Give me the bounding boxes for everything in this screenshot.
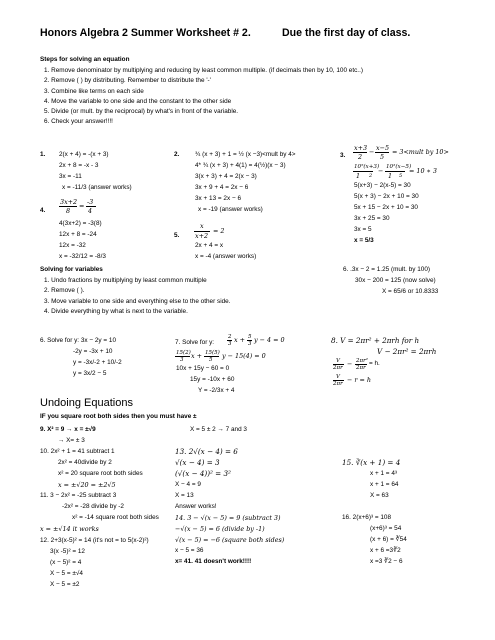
problem-7-line: Y = -2/3x + 4: [198, 387, 235, 394]
problem-2-line: 4* ¾ (x + 3) + 4(1) = 4(½)(x − 3): [195, 162, 286, 169]
fraction-numerator: x+3: [354, 144, 368, 152]
fraction-denominator: 1: [388, 172, 393, 180]
list-item: 3. Combine like terms on each side: [44, 87, 144, 95]
problem-14-line: √(x − 5) = −6 (square both sides): [175, 536, 285, 544]
fraction-denominator: 8: [66, 207, 71, 215]
fraction-denominator: 3: [180, 357, 184, 363]
problem-12-line: 3(x -5)² = 12: [50, 548, 85, 555]
fraction-numerator: 15(2): [176, 350, 191, 356]
problem-13-line: (√(x − 4))² = 3²: [175, 469, 231, 478]
problem-15-line: x + 1 = 4³: [370, 470, 397, 477]
problem-3-line: 3x = 5: [354, 226, 372, 233]
fraction-numerator: 10²(x−5): [386, 164, 412, 170]
problem-16-line: (x + 6) = ∛54: [370, 536, 407, 543]
problem-2-line: 3x + 13 = 2x − 6: [195, 195, 242, 202]
problem-13-line: √(x − 4) = 3: [175, 458, 220, 467]
list-item: 6. Check your answer!!!!: [44, 118, 113, 126]
fraction-numerator: V: [336, 358, 340, 364]
problem-14-line: x= 41. 41 doesn't work!!!!: [175, 558, 252, 565]
problem-14-line: 14. 3 − √(x − 5) = 9 (subtract 3): [175, 514, 281, 522]
problem-12-line: 12. 2+3(x-5)² = 14 (it's not = to 5(x-2)²): [40, 537, 149, 544]
problem-5-line: 2x + 4 = x: [195, 242, 224, 249]
problem-2-line: x = -19 (answer works): [198, 206, 263, 213]
problem-11-line: x = ±√14 it works: [40, 525, 99, 533]
problem-3-line: 5(x + 3) − 2x + 10 = 30: [354, 193, 419, 200]
problem-2-number: 2.: [174, 151, 180, 158]
list-item: 2. Remove ( ) by distributing. Remember to distribute the '-': [44, 77, 211, 85]
problem-16-line: x =3 ∛2 − 6: [370, 558, 403, 565]
problem-10-line: x² = 20 square root both sides: [58, 470, 143, 477]
problem-8-line: 8. V = 2πr² + 2πrh for h: [331, 336, 420, 345]
fraction-denominator: 5: [380, 153, 385, 161]
problem-3-line: 5x + 15 − 2x + 10 = 30: [354, 204, 418, 211]
problem-11-line: -2x² = -28 divide by -2: [62, 503, 124, 510]
list-item: 2. Remove ( ).: [44, 287, 85, 295]
problem-2-line: 3(x + 3) + 4 = 2(x − 3): [195, 173, 257, 180]
problem-6b-line: y = -3x/-2 + 10/-2: [73, 359, 122, 366]
problem-8-line: V − 2πr² = 2πrh: [377, 347, 437, 356]
cancel-mark: 5: [399, 173, 403, 179]
problem-13-line: X − 4 = 9: [175, 481, 201, 488]
fraction-denominator: 2πr: [356, 365, 366, 371]
problem-7-term: x +: [234, 336, 245, 344]
problem-6b-line: 6. Solve for y: 3x − 2y = 10: [40, 337, 117, 344]
fraction-denominator: 3: [248, 341, 252, 347]
fraction-numerator: x−5: [376, 144, 390, 152]
problem-4-line: x = -32/12 = -8/3: [59, 253, 106, 260]
steps-equation-title: Steps for solving an equation: [40, 56, 130, 63]
problem-6-line: X = 65/6 or 10.8333: [382, 288, 439, 295]
steps-equation-list: [44, 66, 363, 128]
list-item: 4. Divide everything by what is next to the variable.: [44, 307, 188, 315]
fraction-denominator: 2πr: [333, 381, 343, 387]
problem-1-line: x = -11/3 (answer works): [62, 184, 132, 191]
problem-3-line: 3x + 25 = 30: [354, 215, 390, 222]
problem-16-line: x + 6 =3∛2: [370, 547, 401, 554]
problem-7-label: 7. Solve for y:: [175, 339, 215, 346]
problem-3-answer: x = 5/3: [354, 237, 374, 244]
problem-8-equals-h: = h.: [369, 360, 380, 367]
fraction-numerator: 2: [228, 334, 232, 340]
problem-10-line: 10. 2x² + 1 = 41 subtract 1: [40, 448, 115, 455]
problem-2-line: ¾ (x + 3) + 1 = ½ (x −3)<mult by 4>: [195, 151, 296, 158]
problem-4-line: 4(3x+2) = -3(8): [59, 220, 102, 227]
minus-sign: −: [347, 360, 353, 368]
fraction-denominator: 2πr: [333, 365, 343, 371]
problem-13-line: Answer works!: [175, 503, 217, 510]
list-item: 3. Move variable to one side and everything else to the other side.: [44, 297, 231, 305]
cancel-mark: 2: [369, 173, 373, 179]
problem-5-line: x = -4 (answer works): [195, 253, 257, 260]
problem-5-number: 5.: [174, 232, 180, 239]
fraction-denominator: 2: [358, 153, 363, 161]
problem-7-term: y − 4 = 0: [254, 336, 285, 344]
problem-3-rhs: = 3<mult by 10>: [392, 148, 449, 156]
problem-12-line: X − 5 = ±√4: [50, 570, 83, 577]
fraction-numerator: -3: [87, 198, 94, 206]
problem-15-line: X = 63: [370, 492, 389, 499]
fraction-denominator: 5: [209, 357, 213, 363]
problem-6b-line: -2y = -3x + 10: [73, 348, 113, 355]
problem-14-line: x − 5 = 36: [175, 547, 204, 554]
fraction-denominator: x+2: [195, 232, 209, 240]
minus-sign: −: [369, 148, 375, 156]
problem-12-line: X − 5 = ±2: [50, 581, 80, 588]
problem-14-line: −√(x − 5) = 6 (divide by -1): [175, 525, 265, 533]
steps-variables-title: Solving for variables: [40, 266, 103, 273]
problem-16-line: (x+6)³ = 54: [370, 525, 402, 532]
fraction-denominator: 1: [356, 172, 361, 180]
problem-9-line: → X= ± 3: [58, 437, 85, 444]
steps-variables-list: [44, 276, 231, 317]
fraction-numerator: V: [336, 374, 340, 380]
problem-16-line: 16. 2(x+6)³ = 108: [342, 514, 392, 521]
problem-4-line: 12x + 8 = -24: [59, 231, 97, 238]
minus-sign: −: [378, 167, 384, 175]
problem-7-line: 10x + 15y − 60 = 0: [176, 365, 230, 372]
fraction-denominator: 4: [88, 207, 93, 215]
problem-2-line: 3x + 9 + 4 = 2x − 6: [195, 184, 249, 191]
problem-6-line: 30x − 200 = 125 (now solve): [355, 277, 436, 284]
list-item: 1. Undo fractions by multiplying by least common multiple: [44, 277, 207, 284]
problem-3-rhs: = 10 ∗ 3: [409, 167, 437, 175]
problem-6-line: 6. .3x − 2 = 1.25 (mult. by 100): [343, 266, 431, 273]
fraction-numerator: 3x+2: [60, 198, 78, 206]
problem-7-term: x +: [191, 352, 202, 360]
problem-1-line: 2x + 8 = -x - 3: [59, 162, 99, 169]
fraction-numerator: x: [200, 222, 204, 230]
equals-sign: =: [79, 202, 85, 210]
problem-11-line: 11. 3 − 2x² = -25 subtract 3: [40, 492, 117, 499]
fraction-numerator: 2πr²: [356, 358, 368, 364]
problem-15-line: 15. ∛(x + 1) = 4: [342, 458, 401, 467]
problem-3-number: 3.: [340, 152, 346, 159]
problem-4-line: 12x = -32: [59, 242, 86, 249]
problem-10-line: x = ±√20 = ±2√5: [58, 481, 116, 489]
fraction-rhs: = 2: [213, 227, 225, 235]
list-item: 4. Move the variable to one side and the constant to the other side: [44, 97, 232, 105]
due-date: Due the first day of class.: [282, 27, 411, 39]
fraction-numerator: 5: [248, 334, 252, 340]
problem-10-line: 2x² = 40divide by 2: [58, 459, 112, 466]
problem-7-line: 15y = -10x + 60: [190, 376, 235, 383]
problem-1-line: 2(x + 4) = -(x + 3): [59, 151, 109, 158]
problem-11-line: x² = -14 square root both sides: [72, 514, 159, 521]
problem-1-number: 1.: [40, 151, 46, 158]
list-item: 5. Divide (or mult. by the reciprocal) by what's in front of the variable.: [44, 108, 239, 116]
problem-3-line: 5(x+3) − 2(x-5) = 30: [354, 182, 411, 189]
problem-13-line: X = 13: [175, 492, 194, 499]
problem-8-line: − r = h: [347, 376, 371, 384]
fraction-denominator: 3: [228, 341, 232, 347]
problem-9-note: X = 5 ± 2 → 7 and 3: [190, 426, 247, 433]
problem-12-line: (x − 5)² = 4: [50, 559, 82, 566]
problem-15-line: x + 1 = 64: [370, 481, 399, 488]
list-item: 1. Remove denominator by multiplying and reducing by least common multiple. (if decimals then by 10, 100 etc..): [44, 67, 363, 74]
problem-4-number: 4.: [40, 207, 46, 214]
section-heading: Undoing Equations: [40, 397, 133, 409]
problem-13-line: 13. 2√(x − 4) = 6: [175, 447, 238, 456]
problem-1-line: 3x = -11: [59, 173, 82, 180]
fraction-numerator: 15(5): [205, 350, 220, 356]
problem-9-line: 9. X² = 9 → x = ±√9: [40, 426, 96, 433]
problem-7-term: y − 15(4) = 0: [222, 352, 266, 360]
problem-6b-line: y = 3x/2 − 5: [73, 370, 107, 377]
fraction-numerator: 10⁵(x+3): [354, 164, 380, 170]
section-subtitle: IF you square root both sides then you must have ±: [40, 413, 197, 420]
worksheet-title: Honors Algebra 2 Summer Worksheet # 2.: [40, 27, 251, 39]
